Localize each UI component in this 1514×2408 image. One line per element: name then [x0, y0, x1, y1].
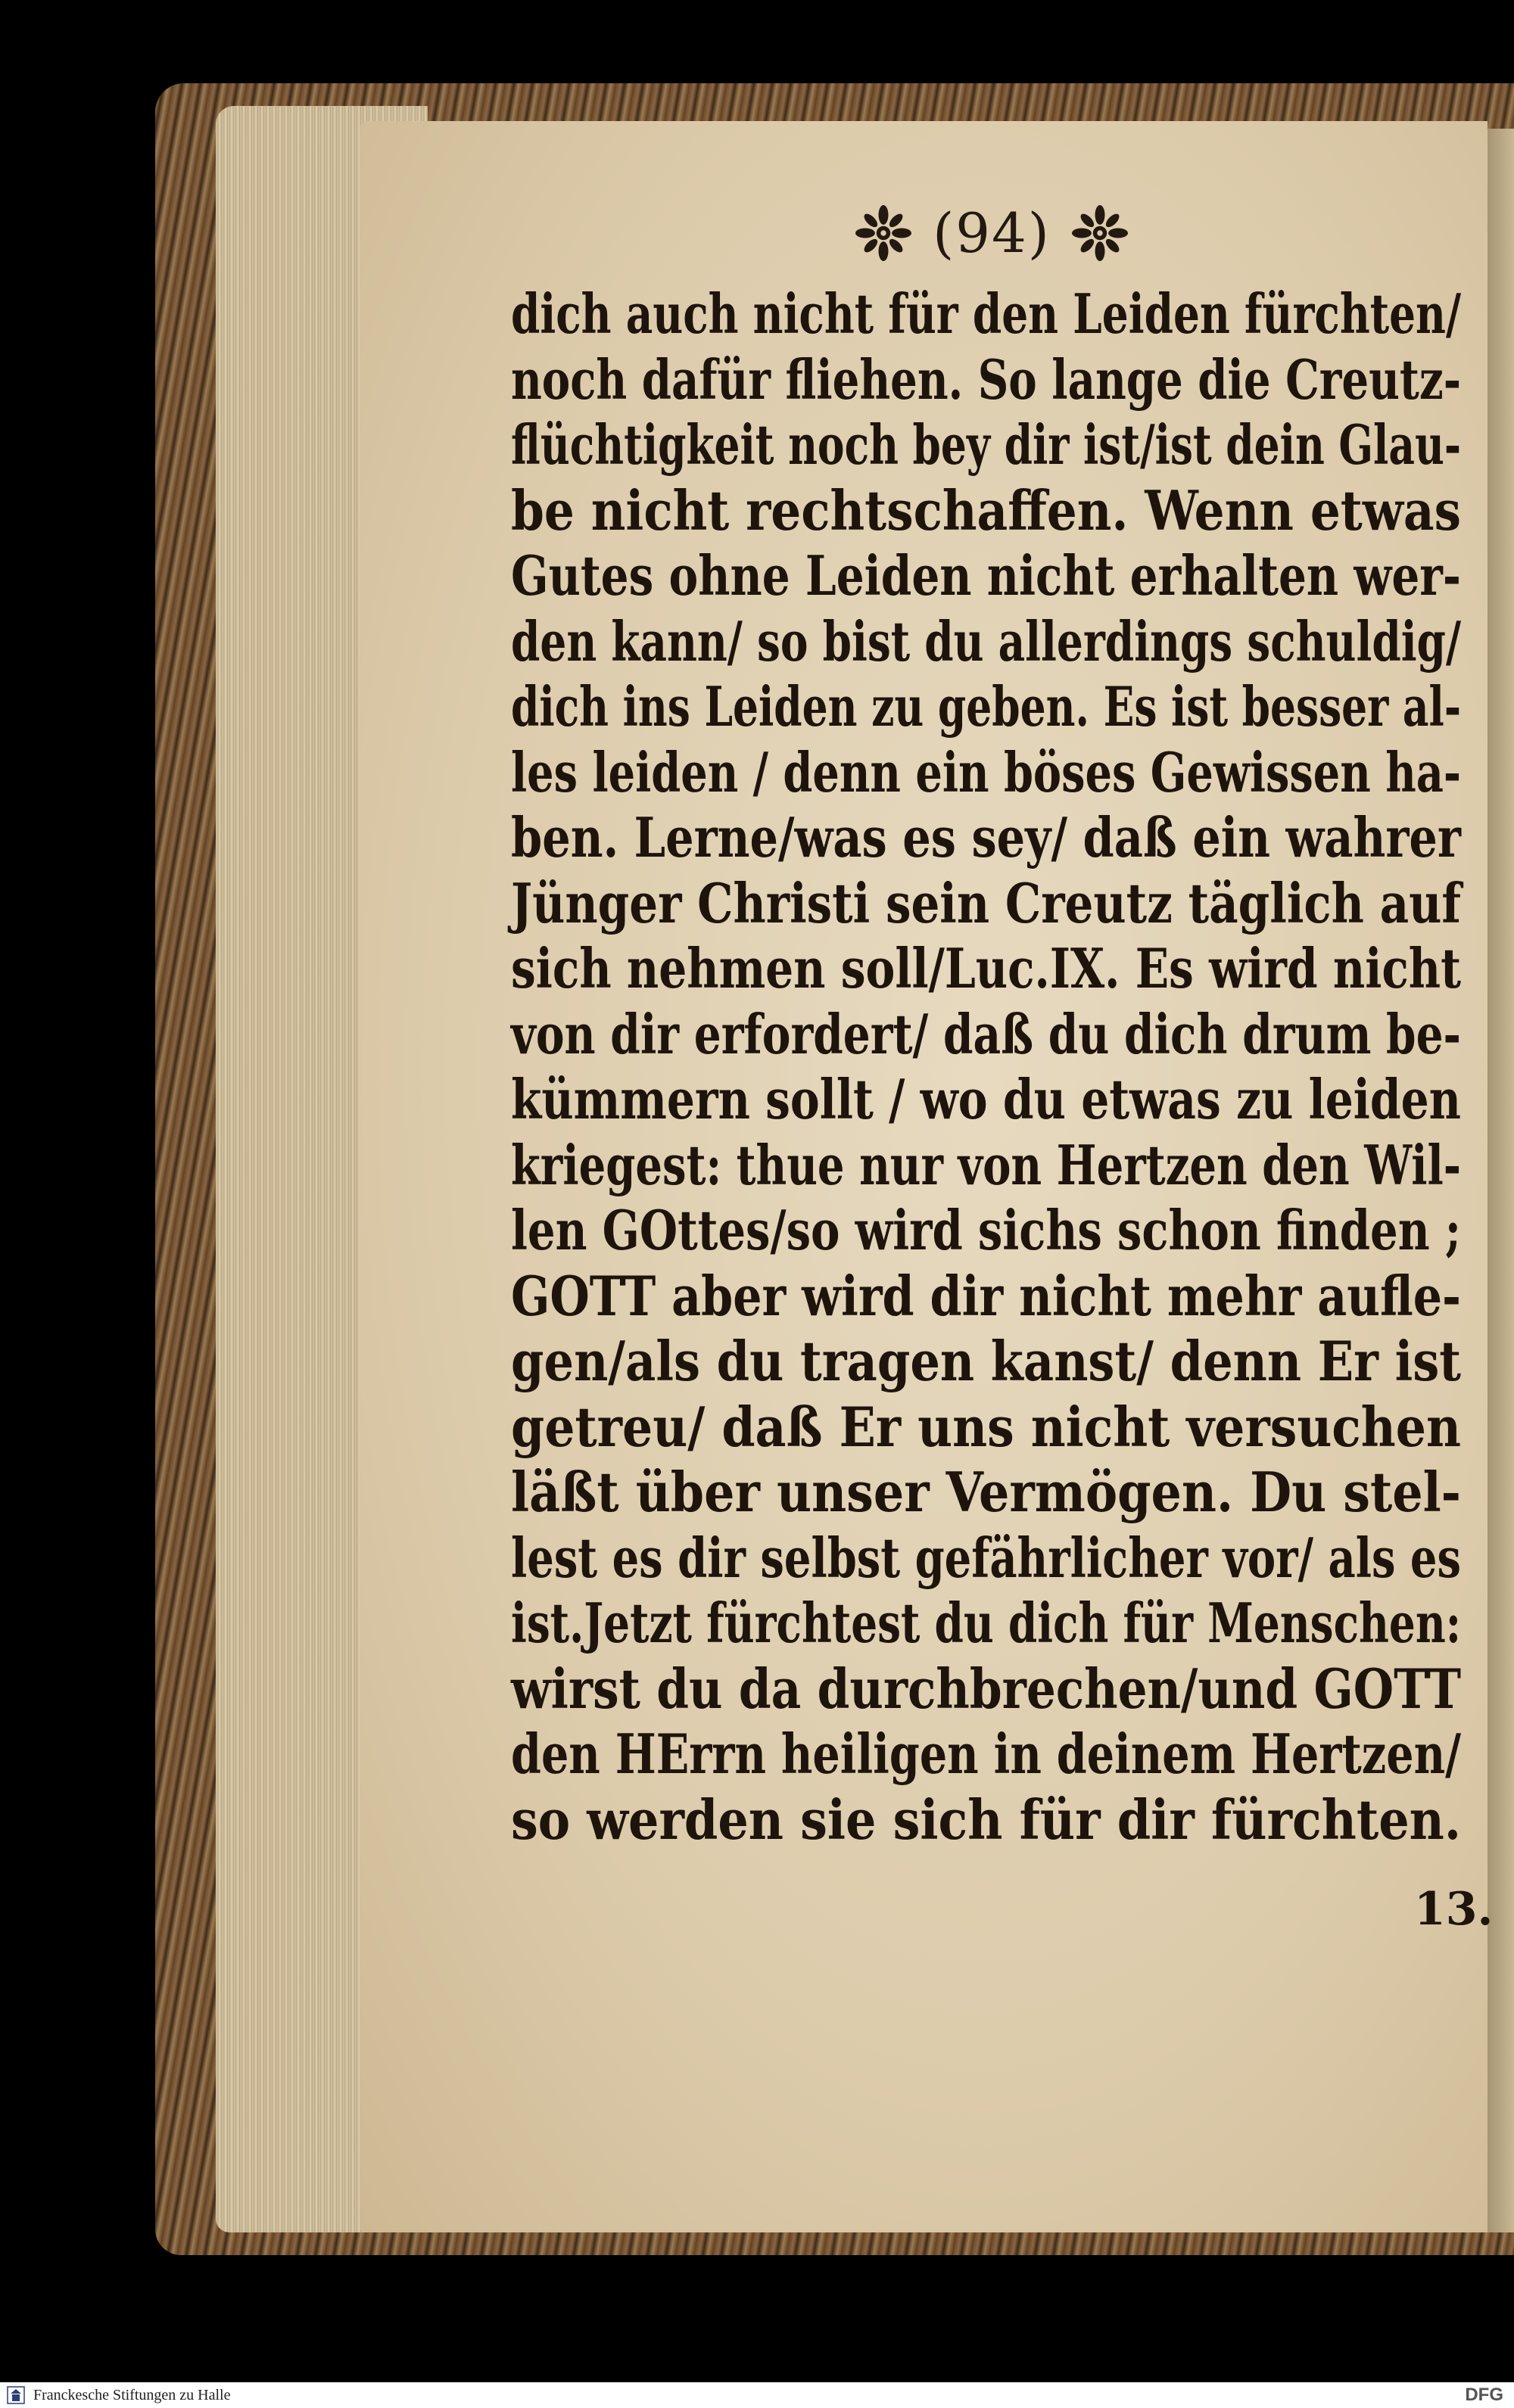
body-text	[511, 282, 1461, 1853]
text-line: so werden sie sich für dir fürchten.	[511, 1787, 1461, 1852]
text-line: Jünger Christi sein Creutz täglich auf	[511, 870, 1461, 935]
text-line: wirst du da durchbrechen/und GOTT	[511, 1656, 1461, 1721]
text-line: flüchtigkeit noch bey dir ist/ist dein Glau-	[511, 412, 1461, 477]
text-line: GOTT aber wird dir nicht mehr aufle-	[511, 1263, 1461, 1328]
text-line: ben. Lerne/was es sey/ daß ein wahrer	[511, 805, 1461, 870]
text-line: ist.Jetzt fürchtest du dich für Menschen:	[511, 1591, 1461, 1655]
text-line: den HErrn heiligen in deinem Hertzen/	[511, 1722, 1461, 1786]
footer-dfg-logo: DFG	[1465, 2385, 1503, 2405]
text-line: gen/als du tragen kanst/ denn Er ist	[511, 1329, 1461, 1393]
text-line: les leiden / denn ein böses Gewissen ha-	[511, 739, 1461, 804]
text-line: kriegest: thue nur von Hertzen den Wil-	[511, 1132, 1461, 1197]
catchword: 13.	[1414, 1883, 1494, 1936]
page-header	[818, 188, 1166, 278]
text-line: lest es dir selbst gefährlicher vor/ als es	[511, 1525, 1461, 1590]
text-line: von dir erfordert/ daß du dich drum be-	[511, 1001, 1461, 1066]
page-number: (94)	[933, 201, 1051, 265]
text-line: Gutes ohne Leiden nicht erhalten wer-	[511, 543, 1461, 608]
footer-bar	[0, 2382, 1514, 2408]
text-line: kümmern sollt / wo du etwas zu leiden	[511, 1067, 1461, 1131]
text-line: dich auch nicht für den Leiden fürchten/	[511, 282, 1461, 346]
text-line: be nicht rechtschaffen. Wenn etwas	[511, 478, 1461, 543]
text-line: len GOttes/so wird sichs schon finden ;	[511, 1198, 1461, 1262]
text-line: sich nehmen soll/Luc.IX. Es wird nicht	[511, 936, 1461, 1000]
ornament-left-icon	[855, 205, 911, 261]
text-line: dich ins Leiden zu geben. Es ist besser al-	[511, 674, 1461, 739]
institution-logo-icon	[6, 2385, 26, 2405]
ornament-right-icon	[1072, 205, 1128, 261]
text-line: getreu/ daß Er uns nicht versuchen	[511, 1394, 1461, 1459]
footer-institution: Franckesche Stiftungen zu Halle	[33, 2386, 231, 2403]
text-line: läßt über unser Vermögen. Du stel-	[511, 1460, 1461, 1524]
text-line: noch dafür fliehen. So lange die Creutz-	[511, 347, 1461, 412]
text-line: den kann/ so bist du allerdings schuldig/	[511, 608, 1461, 674]
